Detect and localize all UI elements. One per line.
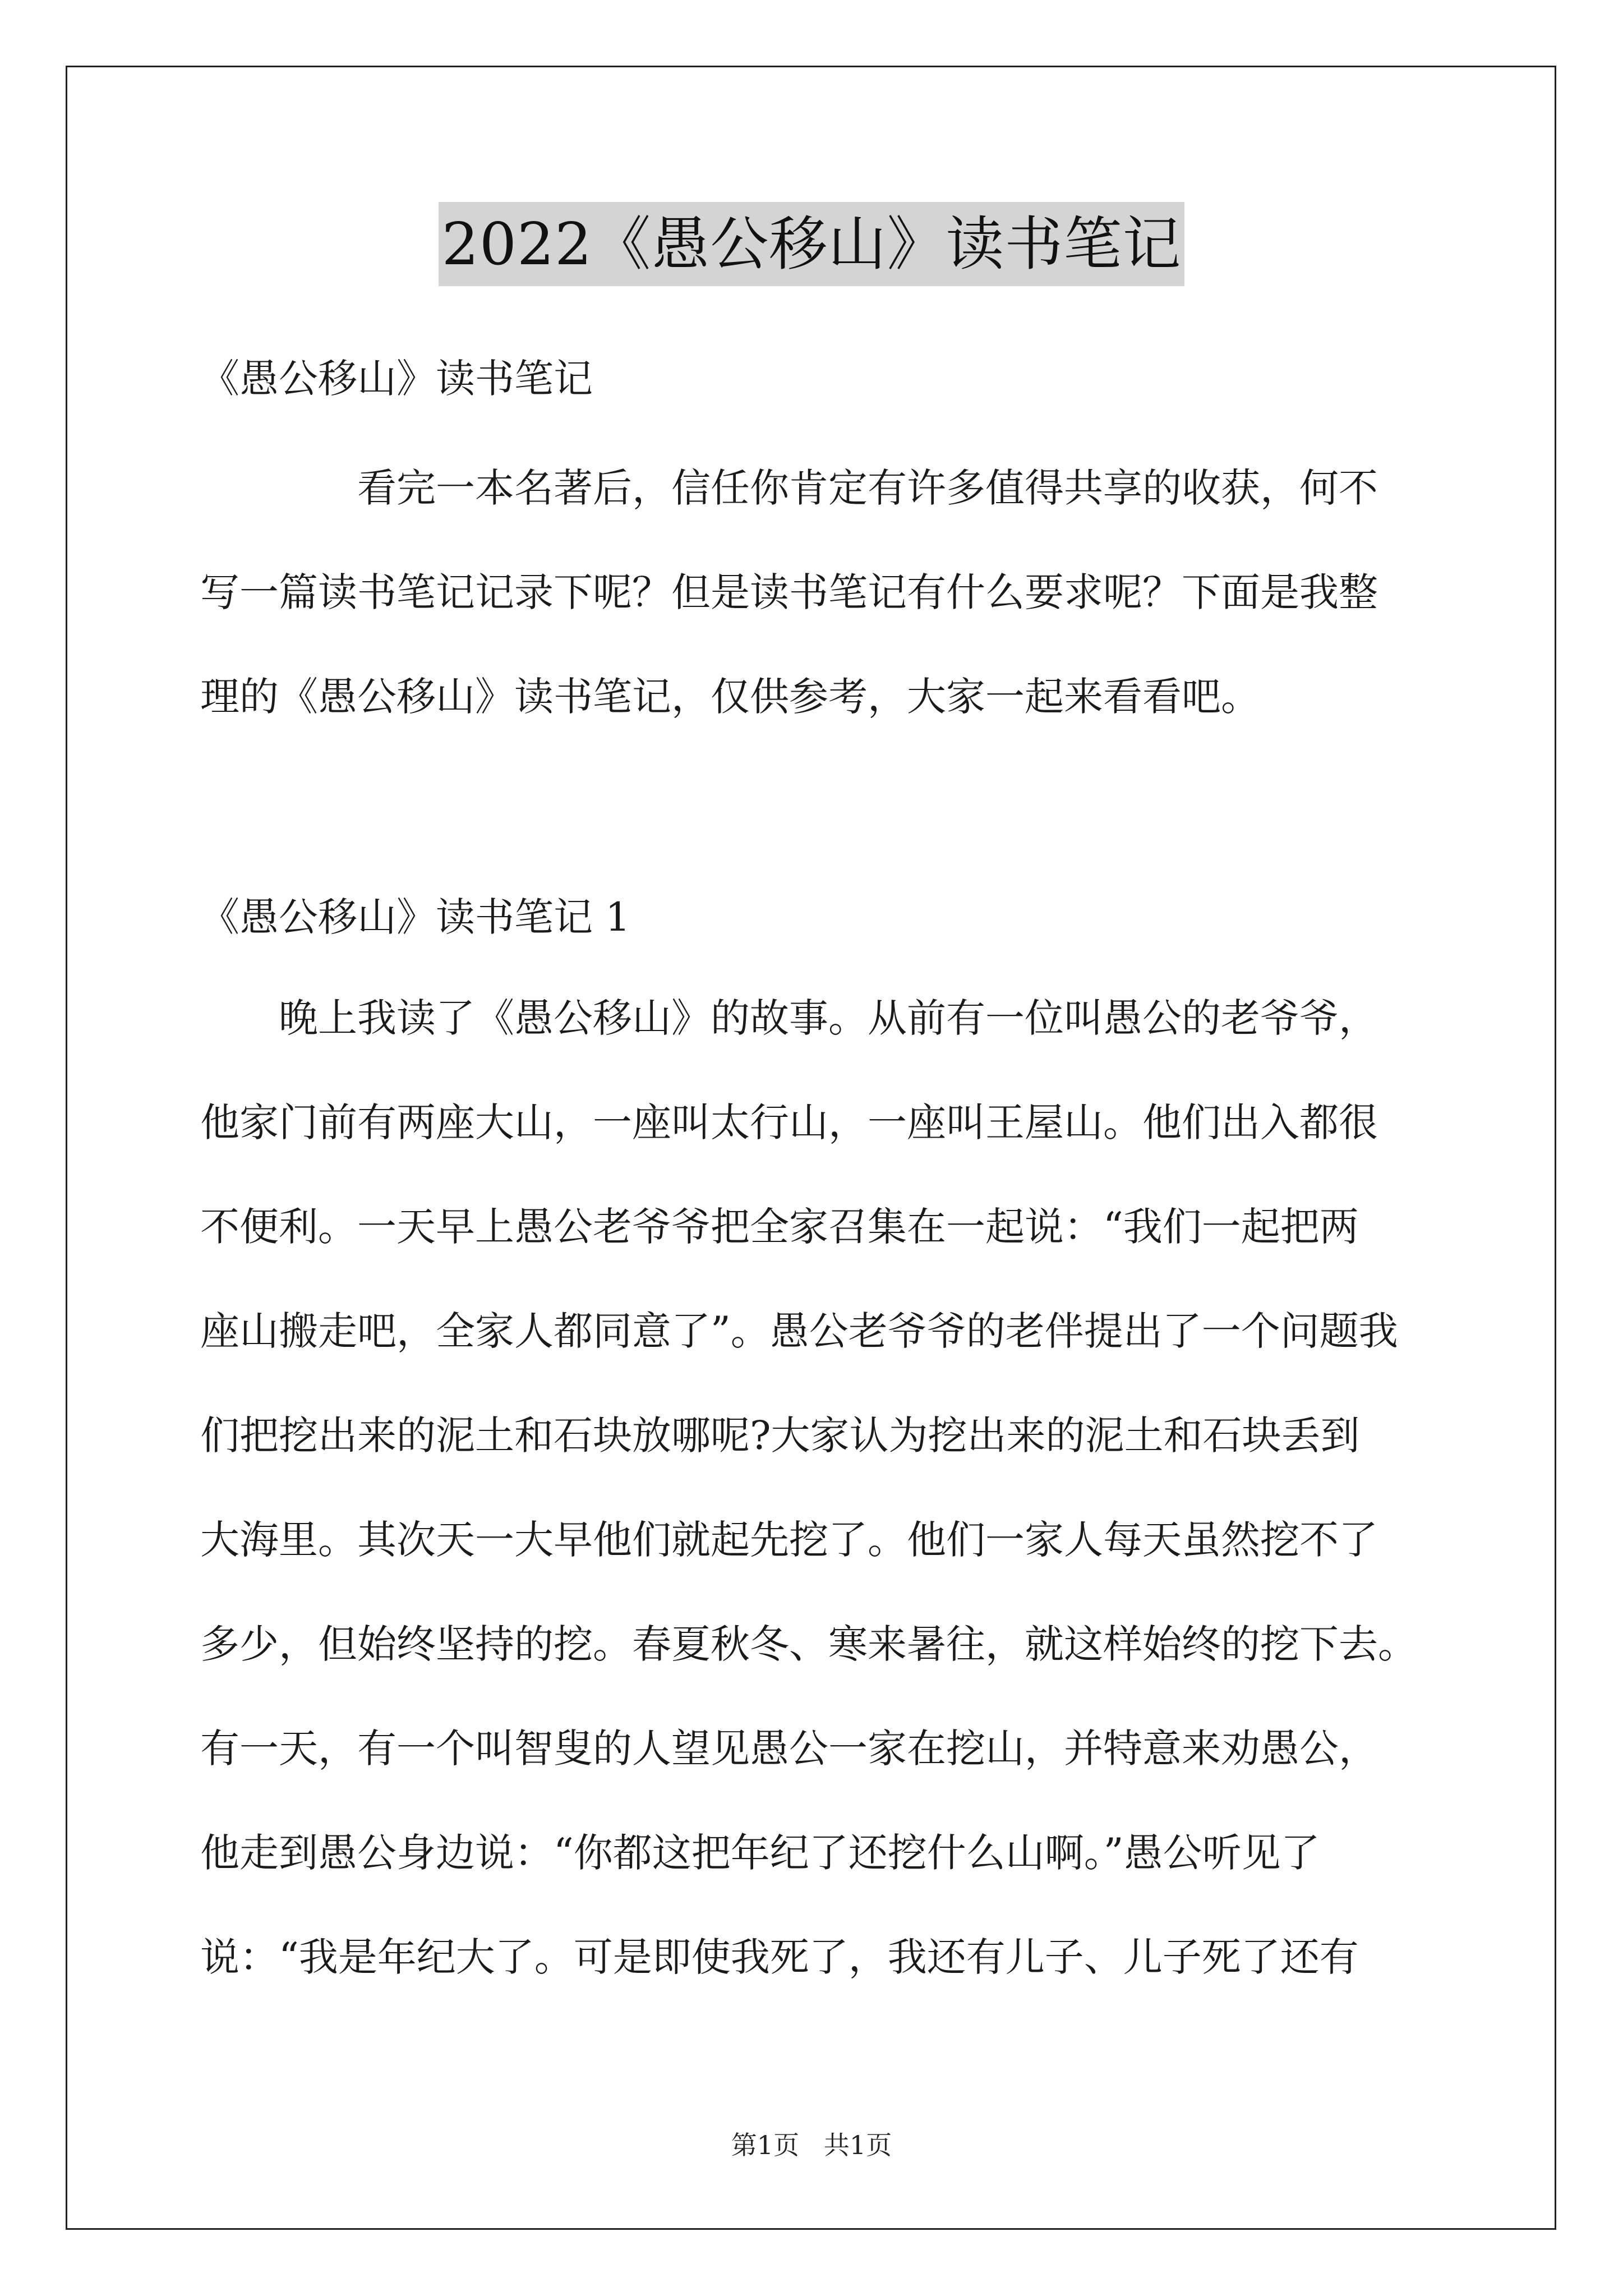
- body-line: 大海里。其次天一大早他们就起先挖了。他们一家人每天虽然挖不了: [200, 1517, 1378, 1563]
- body-line: 他走到愚公身边说：“你都这把年纪了还挖什么山啊。”愚公听见了: [200, 1830, 1320, 1876]
- intro-paragraph: [200, 465, 1456, 720]
- body-line: 座山搬走吧，全家人都同意了”。愚公老爷爷的老伴提出了一个问题我: [200, 1308, 1398, 1354]
- body-line: 他家门前有两座大山，一座叫太行山，一座叫王屋山。他们出入都很: [200, 1099, 1378, 1145]
- intro-line: 写一篇读书笔记记录下呢？但是读书笔记有什么要求呢？下面是我整: [200, 569, 1378, 615]
- intro-line: 理的《愚公移山》读书笔记，仅供参考，大家一起来看看吧。: [200, 674, 1260, 720]
- intro-line: 看完一本名著后，信任你肯定有许多值得共享的收获，何不: [357, 465, 1378, 511]
- body-line: 说：“我是年纪大了。可是即使我死了，我还有儿子、儿子死了还有: [200, 1934, 1359, 1980]
- body-line: 多少，但始终坚持的挖。春夏秋冬、寒来暑往，就这样始终的挖下去。: [200, 1621, 1417, 1667]
- title-container: [0, 202, 1623, 286]
- body-line: 不便利。一天早上愚公老爷爷把全家召集在一起说：“我们一起把两: [200, 1204, 1359, 1250]
- page-footer: 第1页 共1页: [731, 2130, 892, 2160]
- body-line: 晚上我读了《愚公移山》的故事。从前有一位叫愚公的老爷爷，: [279, 995, 1378, 1041]
- body-paragraph: [200, 995, 1456, 1980]
- body-line: 们把挖出来的泥土和石块放哪呢?大家认为挖出来的泥土和石块丢到: [200, 1412, 1360, 1458]
- body-line: 有一天，有一个叫智叟的人望见愚公一家在挖山，并特意来劝愚公，: [200, 1726, 1378, 1772]
- section-heading: 《愚公移山》读书笔记 1: [200, 894, 630, 940]
- document-subtitle: 《愚公移山》读书笔记: [200, 356, 593, 402]
- document-title: 2022《愚公移山》读书笔记: [439, 202, 1185, 286]
